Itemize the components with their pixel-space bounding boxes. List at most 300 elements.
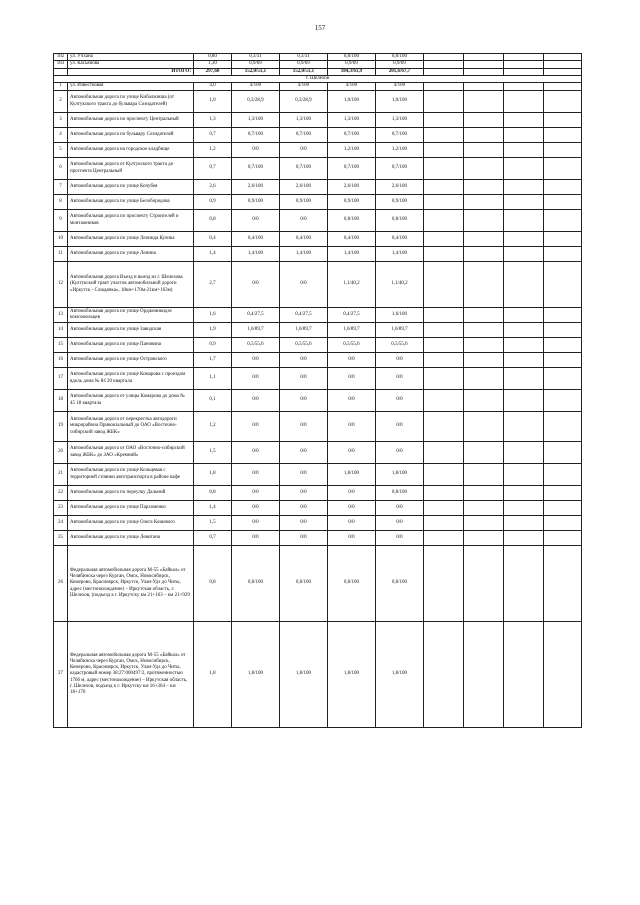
empty-cell bbox=[544, 368, 582, 390]
empty-cell bbox=[544, 308, 582, 323]
row-number: 23 bbox=[54, 501, 68, 516]
row-number: 6 bbox=[54, 158, 68, 180]
empty-cell bbox=[464, 516, 504, 531]
empty-cell bbox=[424, 247, 464, 262]
empty-cell bbox=[504, 486, 544, 501]
empty-cell bbox=[424, 531, 464, 546]
total-row bbox=[54, 68, 582, 75]
empty-cell bbox=[544, 546, 582, 622]
length-km: 1,5 bbox=[194, 516, 232, 531]
empty-cell bbox=[464, 323, 504, 338]
value-col-2: 0/0 bbox=[280, 501, 328, 516]
value-col-4: 0,8/100 bbox=[376, 486, 424, 501]
empty-cell bbox=[424, 338, 464, 353]
value-col-4: 201,6/67,7 bbox=[376, 68, 424, 75]
row-number: 11 bbox=[54, 247, 68, 262]
value-col-4: 0/0 bbox=[376, 442, 424, 464]
road-name: Федеральная автомобильная дорога М-55 «Байкал» от Челябинска через Курган, Омск, Новосибирск, Кемерово, Красноярск, Иркутск, Улан-Удэ до Читы, кадастровый номер 38:27:000497:2, протяженностью 1766 м, адрес (местонахождение) – Иркутская область, г. Шелехов, подъезд к г. Иркутску км 16+364 – км 18+170 bbox=[68, 622, 194, 728]
empty-cell bbox=[464, 338, 504, 353]
length-km: 0,1 bbox=[194, 390, 232, 412]
value-col-1: 0/0 bbox=[232, 486, 280, 501]
table-row bbox=[54, 195, 582, 210]
value-col-1: 0,3/31 bbox=[232, 54, 280, 61]
value-col-4: 1,1/40,2 bbox=[376, 262, 424, 308]
value-col-3: 0,8/100 bbox=[328, 54, 376, 61]
value-col-1: 1,8/100 bbox=[232, 622, 280, 728]
empty-cell bbox=[504, 368, 544, 390]
empty-cell bbox=[424, 501, 464, 516]
road-name: Автомобильная дорога по улице Ленина bbox=[68, 247, 194, 262]
table-row bbox=[54, 210, 582, 232]
value-col-2: 0,3/31 bbox=[280, 54, 328, 61]
value-col-3: 0/0 bbox=[328, 412, 376, 442]
value-col-4: 1,4/100 bbox=[376, 247, 424, 262]
length-km: 1,2 bbox=[194, 143, 232, 158]
empty-cell bbox=[464, 91, 504, 113]
empty-cell bbox=[464, 412, 504, 442]
empty-cell bbox=[504, 531, 544, 546]
length-km: 0,4 bbox=[194, 232, 232, 247]
empty-cell bbox=[424, 195, 464, 210]
value-col-2: 0/0 bbox=[280, 412, 328, 442]
value-col-1: 2,6/100 bbox=[232, 180, 280, 195]
value-col-2: 0,9/69 bbox=[280, 61, 328, 68]
empty-cell bbox=[424, 158, 464, 180]
value-col-1: 1,6/89,7 bbox=[232, 323, 280, 338]
empty-cell bbox=[504, 308, 544, 323]
table-row bbox=[54, 247, 582, 262]
length-km: 4,0 bbox=[194, 83, 232, 91]
empty-cell bbox=[504, 262, 544, 308]
empty-cell bbox=[504, 323, 544, 338]
empty-cell bbox=[464, 368, 504, 390]
empty-cell bbox=[424, 622, 464, 728]
value-col-2: 0/0 bbox=[280, 390, 328, 412]
value-col-2: 0,4/100 bbox=[280, 232, 328, 247]
value-col-3: 184,3/61,9 bbox=[328, 68, 376, 75]
value-col-3: 1,0/100 bbox=[328, 91, 376, 113]
empty-cell bbox=[424, 442, 464, 464]
empty-cell bbox=[464, 442, 504, 464]
row-number: 19 bbox=[54, 412, 68, 442]
value-col-4: 1,0/100 bbox=[376, 91, 424, 113]
length-km: 1,7 bbox=[194, 353, 232, 368]
value-col-3: 0,4/27,5 bbox=[328, 308, 376, 323]
empty-cell bbox=[504, 501, 544, 516]
empty-cell bbox=[544, 622, 582, 728]
value-col-3: 0/0 bbox=[328, 353, 376, 368]
empty-cell bbox=[544, 412, 582, 442]
empty-cell bbox=[544, 83, 582, 91]
empty-cell bbox=[424, 486, 464, 501]
row-number: 26 bbox=[54, 546, 68, 622]
table-row bbox=[54, 546, 582, 622]
row-number: 4 bbox=[54, 128, 68, 143]
row-number: 24 bbox=[54, 516, 68, 531]
value-col-2: 0,4/27,5 bbox=[280, 308, 328, 323]
row-number: 183 bbox=[54, 61, 68, 68]
row-number: 21 bbox=[54, 464, 68, 486]
value-col-4: 0,9/100 bbox=[376, 195, 424, 210]
length-km: 1,6 bbox=[194, 308, 232, 323]
value-col-2: 1,3/100 bbox=[280, 113, 328, 128]
row-number: 22 bbox=[54, 486, 68, 501]
value-col-2: 0,7/100 bbox=[280, 128, 328, 143]
table-row bbox=[54, 323, 582, 338]
empty-cell bbox=[544, 501, 582, 516]
value-col-3: 1,3/100 bbox=[328, 113, 376, 128]
row-number: 25 bbox=[54, 531, 68, 546]
road-name: Автомобильная дорога по улице Островского bbox=[68, 353, 194, 368]
empty-cell bbox=[424, 308, 464, 323]
value-col-1: 0/0 bbox=[232, 516, 280, 531]
length-km: 1,3 bbox=[194, 113, 232, 128]
length-km: 1,30 bbox=[194, 61, 232, 68]
value-col-3: 1,1/40,2 bbox=[328, 262, 376, 308]
value-col-4: 0/0 bbox=[376, 353, 424, 368]
table-row bbox=[54, 128, 582, 143]
road-name: ул. Касьянова bbox=[68, 61, 194, 68]
value-col-2: 0,9/100 bbox=[280, 195, 328, 210]
road-name: Автомобильная дорога по проспекту Центральный bbox=[68, 113, 194, 128]
value-col-3: 0/0 bbox=[328, 390, 376, 412]
value-col-2: 0/0 bbox=[280, 143, 328, 158]
empty-cell bbox=[544, 390, 582, 412]
length-km: 0,9 bbox=[194, 195, 232, 210]
empty-cell bbox=[544, 113, 582, 128]
road-name: Автомобильная дорога по улице Орджоникидзе комсомольцев bbox=[68, 308, 194, 323]
value-col-4: 2,6/100 bbox=[376, 180, 424, 195]
empty-cell bbox=[424, 180, 464, 195]
empty-cell bbox=[504, 338, 544, 353]
length-km: 0,8 bbox=[194, 210, 232, 232]
length-km: 0,7 bbox=[194, 128, 232, 143]
empty-cell bbox=[464, 143, 504, 158]
road-name: Автомобильная дорога по улице Олега Кошевого bbox=[68, 516, 194, 531]
empty-cell bbox=[504, 412, 544, 442]
empty-cell bbox=[464, 195, 504, 210]
empty-cell bbox=[424, 143, 464, 158]
road-name: Автомобильная дорога Въезд и выезд из г. Шелехова (Култукский тракт участок автомобильной дороги «Иркутск - Слюдянка», 18км+170м-21км+163м) bbox=[68, 262, 194, 308]
empty-cell bbox=[504, 91, 544, 113]
value-col-3: 0,8/100 bbox=[328, 546, 376, 622]
row-number: 27 bbox=[54, 622, 68, 728]
value-col-1: 0,7/100 bbox=[232, 158, 280, 180]
table-row bbox=[54, 486, 582, 501]
empty-cell bbox=[504, 247, 544, 262]
row-number: 7 bbox=[54, 180, 68, 195]
length-km: 0,8 bbox=[194, 486, 232, 501]
length-km: 2,6 bbox=[194, 180, 232, 195]
value-col-4: 1,6/89,7 bbox=[376, 323, 424, 338]
row-number: 16 bbox=[54, 353, 68, 368]
empty-cell bbox=[464, 158, 504, 180]
value-col-3: 0,4/100 bbox=[328, 232, 376, 247]
row-number: 12 bbox=[54, 262, 68, 308]
empty-cell bbox=[504, 464, 544, 486]
value-col-3: 1,4/100 bbox=[328, 247, 376, 262]
table-row bbox=[54, 308, 582, 323]
value-col-1: 152,0/51,1 bbox=[232, 68, 280, 75]
road-name: Автомобильная дорога по улице Пановина bbox=[68, 338, 194, 353]
length-km: 1,2 bbox=[194, 412, 232, 442]
road-name: Автомобильная дорога по улице Леонида Кулика bbox=[68, 232, 194, 247]
value-col-1: 0/0 bbox=[232, 210, 280, 232]
row-number: 1 bbox=[54, 83, 68, 91]
road-name: ул. Известковая bbox=[68, 83, 194, 91]
table-row bbox=[54, 91, 582, 113]
empty-cell bbox=[504, 442, 544, 464]
table-row bbox=[54, 262, 582, 308]
road-name: Автомобильная дорога на городское кладбище bbox=[68, 143, 194, 158]
length-km: 1,5 bbox=[194, 442, 232, 464]
empty-cell bbox=[544, 486, 582, 501]
empty-cell bbox=[544, 442, 582, 464]
empty-cell bbox=[464, 546, 504, 622]
table-row bbox=[54, 232, 582, 247]
value-col-4: 0/0 bbox=[376, 516, 424, 531]
empty-cell bbox=[424, 262, 464, 308]
empty-cell bbox=[504, 195, 544, 210]
road-name: Федеральная автомобильная дорога М-55 «Байкал» от Челябинска через Курган, Омск, Новосибирск, Кемерово, Красноярск, Иркутск, Улан-Удэ до Читы, адрес (местонахождение) – Иркутская область, г. Шелехов, (подъезд к г. Иркутску км 21+163 – км 21+929 bbox=[68, 546, 194, 622]
road-name: Автомобильная дорога по улице Белобородова bbox=[68, 195, 194, 210]
value-col-1: 0/0 bbox=[232, 353, 280, 368]
empty-cell bbox=[464, 54, 504, 61]
empty-cell bbox=[464, 390, 504, 412]
value-col-1: 0,9/100 bbox=[232, 195, 280, 210]
length-km: 1,1 bbox=[194, 368, 232, 390]
road-name: Автомобильная дорога по улице Левитана bbox=[68, 531, 194, 546]
empty-cell bbox=[504, 180, 544, 195]
empty-cell bbox=[464, 232, 504, 247]
length-km: 0,7 bbox=[194, 531, 232, 546]
value-col-3: 0,9/69 bbox=[328, 61, 376, 68]
empty-cell bbox=[544, 323, 582, 338]
road-name: ул. Учхана bbox=[68, 54, 194, 61]
value-col-4: 1,6/100 bbox=[376, 308, 424, 323]
empty-cell bbox=[424, 61, 464, 68]
table-row bbox=[54, 501, 582, 516]
empty-cell bbox=[544, 210, 582, 232]
value-col-2: 0,8/100 bbox=[280, 546, 328, 622]
value-col-3: 0,8/100 bbox=[328, 210, 376, 232]
value-col-1: 0/0 bbox=[232, 412, 280, 442]
table-body bbox=[54, 54, 582, 728]
value-col-2: 0,3/28,9 bbox=[280, 91, 328, 113]
length-km: 1,4 bbox=[194, 501, 232, 516]
value-col-2: 0,5/55,6 bbox=[280, 338, 328, 353]
row-number: 9 bbox=[54, 210, 68, 232]
length-km: 1,9 bbox=[194, 323, 232, 338]
empty-cell bbox=[504, 54, 544, 61]
table-row bbox=[54, 516, 582, 531]
value-col-4: 0,7/100 bbox=[376, 158, 424, 180]
value-col-2: 0/0 bbox=[280, 368, 328, 390]
value-col-4: 0/0 bbox=[376, 501, 424, 516]
row-number: 3 bbox=[54, 113, 68, 128]
value-col-4: 1,3/100 bbox=[376, 113, 424, 128]
value-col-4: 0,8/100 bbox=[376, 210, 424, 232]
value-col-1: 1,4/100 bbox=[232, 247, 280, 262]
empty-cell bbox=[544, 128, 582, 143]
road-name: Автомобильная дорога по переулку Дальний bbox=[68, 486, 194, 501]
row-number: 20 bbox=[54, 442, 68, 464]
road-name: Автомобильная дорога по проспекту Строителей и монтажников bbox=[68, 210, 194, 232]
length-km: 0,9 bbox=[194, 338, 232, 353]
empty-cell bbox=[464, 210, 504, 232]
empty-cell bbox=[464, 180, 504, 195]
empty-cell bbox=[544, 516, 582, 531]
value-col-1: 0/0 bbox=[232, 262, 280, 308]
road-name: Автомобильная дорога по улице Комарова с проездом вдоль дома № 84 20 квартала bbox=[68, 368, 194, 390]
empty-cell bbox=[544, 247, 582, 262]
table-row bbox=[54, 54, 582, 61]
length-km: 0,8 bbox=[194, 546, 232, 622]
road-name: Автомобильная дорога от перекрестка автодороги микрорайона Привокзальный до ОАО «Восточно-сибирский завод ЖБК» bbox=[68, 412, 194, 442]
road-name: Автомобильная дорога по бульвару Созидателей bbox=[68, 128, 194, 143]
empty-cell bbox=[504, 68, 544, 75]
value-col-3: 0,7/100 bbox=[328, 128, 376, 143]
value-col-4: 0,4/100 bbox=[376, 232, 424, 247]
value-col-1: 0/0 bbox=[232, 143, 280, 158]
value-col-1: 0/0 bbox=[232, 368, 280, 390]
value-col-1: 1,3/100 bbox=[232, 113, 280, 128]
empty-cell bbox=[424, 368, 464, 390]
table-row bbox=[54, 158, 582, 180]
value-col-3: 1,2/100 bbox=[328, 143, 376, 158]
empty-cell bbox=[504, 128, 544, 143]
table-row bbox=[54, 143, 582, 158]
length-km: 297,60 bbox=[194, 68, 232, 75]
empty-cell bbox=[504, 113, 544, 128]
road-name: Автомобильная дорога от ОАО «Восточно-сибирский завод ЖБК» до ЗАО «Кремний» bbox=[68, 442, 194, 464]
value-col-4: 0/0 bbox=[376, 368, 424, 390]
empty-cell bbox=[544, 180, 582, 195]
empty-cell bbox=[424, 54, 464, 61]
value-col-2: 0/0 bbox=[280, 353, 328, 368]
roads-table bbox=[53, 53, 582, 728]
value-col-4: 0,9/69 bbox=[376, 61, 424, 68]
value-col-3: 0/0 bbox=[328, 442, 376, 464]
empty-cell bbox=[464, 83, 504, 91]
value-col-3: 0,7/100 bbox=[328, 158, 376, 180]
empty-cell bbox=[464, 531, 504, 546]
value-col-1: 0,4/27,5 bbox=[232, 308, 280, 323]
table-row bbox=[54, 531, 582, 546]
empty-cell bbox=[504, 210, 544, 232]
value-col-3: 0/0 bbox=[328, 531, 376, 546]
empty-cell bbox=[544, 143, 582, 158]
value-col-2: 0/0 bbox=[280, 516, 328, 531]
empty-cell bbox=[424, 464, 464, 486]
value-col-4: 1,8/100 bbox=[376, 464, 424, 486]
value-col-3: 0/0 bbox=[328, 486, 376, 501]
value-col-4: 0/0 bbox=[376, 531, 424, 546]
road-name: Автомобильная дорога по улице Кольцевая с территорией стоянки автотранспорта в районе кафе bbox=[68, 464, 194, 486]
length-km: 2,7 bbox=[194, 262, 232, 308]
empty-cell bbox=[464, 501, 504, 516]
empty-cell bbox=[424, 113, 464, 128]
row-number: 2 bbox=[54, 91, 68, 113]
table-row bbox=[54, 442, 582, 464]
value-col-3: 0,5/55,6 bbox=[328, 338, 376, 353]
empty-cell bbox=[464, 464, 504, 486]
empty-cell bbox=[544, 353, 582, 368]
empty-cell bbox=[464, 68, 504, 75]
value-col-2: 0/0 bbox=[280, 210, 328, 232]
road-name: Автомобильная дорога от улицы Комарова до дома № 45 18 квартала bbox=[68, 390, 194, 412]
empty-cell bbox=[544, 61, 582, 68]
value-col-4: 0,7/100 bbox=[376, 128, 424, 143]
value-col-2: 0/0 bbox=[280, 262, 328, 308]
empty-cell bbox=[464, 353, 504, 368]
empty-cell bbox=[424, 210, 464, 232]
value-col-3: 0/0 bbox=[328, 368, 376, 390]
value-col-1: 0,7/100 bbox=[232, 128, 280, 143]
road-name: Автомобильная дорога по улице Заводская bbox=[68, 323, 194, 338]
road-name: Автомобильная дорога от Култукского тракта до проспекта Центральный bbox=[68, 158, 194, 180]
row-number: 8 bbox=[54, 195, 68, 210]
value-col-1: 0/0 bbox=[232, 531, 280, 546]
empty-cell bbox=[464, 622, 504, 728]
empty-cell bbox=[464, 113, 504, 128]
table-row bbox=[54, 412, 582, 442]
value-col-4: 0/0 bbox=[376, 412, 424, 442]
empty-cell bbox=[544, 91, 582, 113]
table-row bbox=[54, 83, 582, 91]
value-col-2: 152,0/51,1 bbox=[280, 68, 328, 75]
empty-cell bbox=[464, 128, 504, 143]
value-col-3: 0/0 bbox=[328, 501, 376, 516]
table-row bbox=[54, 61, 582, 68]
page-number: 157 bbox=[314, 24, 326, 32]
value-col-3: 1,8/100 bbox=[328, 464, 376, 486]
empty-cell bbox=[424, 128, 464, 143]
value-col-1: 0,3/28,9 bbox=[232, 91, 280, 113]
empty-cell bbox=[504, 143, 544, 158]
value-col-2: 1,4/100 bbox=[280, 247, 328, 262]
empty-cell bbox=[424, 412, 464, 442]
empty-cell bbox=[544, 195, 582, 210]
empty-cell bbox=[424, 91, 464, 113]
empty-cell bbox=[544, 531, 582, 546]
empty-cell bbox=[424, 546, 464, 622]
empty-cell bbox=[544, 338, 582, 353]
empty-cell bbox=[464, 262, 504, 308]
value-col-3: 0,9/100 bbox=[328, 195, 376, 210]
value-col-2: 0/0 bbox=[280, 531, 328, 546]
value-col-2: 1,6/89,7 bbox=[280, 323, 328, 338]
empty-cell bbox=[424, 68, 464, 75]
value-col-3: 1,8/100 bbox=[328, 622, 376, 728]
value-col-2: 0/0 bbox=[280, 442, 328, 464]
value-col-2: 0,7/100 bbox=[280, 158, 328, 180]
length-km: 1,8 bbox=[194, 622, 232, 728]
empty-cell bbox=[424, 232, 464, 247]
empty-cell bbox=[544, 262, 582, 308]
city-name: г. Шелехов bbox=[54, 75, 582, 82]
length-km: 0,80 bbox=[194, 54, 232, 61]
row-number: 18 bbox=[54, 390, 68, 412]
value-col-4: 0,5/55,6 bbox=[376, 338, 424, 353]
table-row bbox=[54, 180, 582, 195]
value-col-4: 1,8/100 bbox=[376, 622, 424, 728]
empty-cell bbox=[504, 390, 544, 412]
value-col-4: 0,8/100 bbox=[376, 54, 424, 61]
empty-cell bbox=[504, 353, 544, 368]
empty-cell bbox=[464, 486, 504, 501]
empty-cell bbox=[544, 54, 582, 61]
